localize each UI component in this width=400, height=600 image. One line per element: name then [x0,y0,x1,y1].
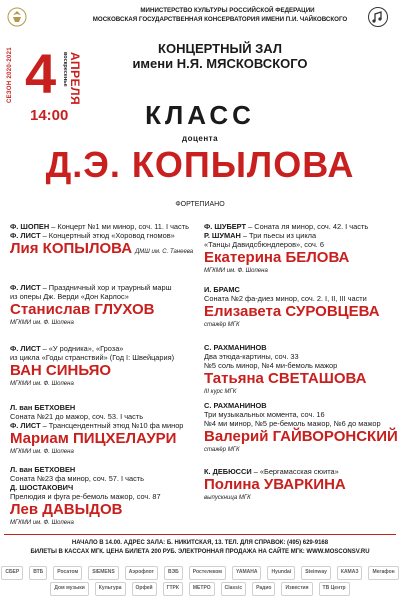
work-title: из оперы Дж. Верди «Дон Карлос» [10,292,129,301]
repertoire-line [10,465,200,474]
repertoire-line [204,401,394,410]
repertoire-line [204,231,394,240]
composer-name: Ф. ЛИСТ [10,344,41,353]
composer-name: И. БРАМС [204,285,240,294]
performer-name: ВАН СИНЬЯО [10,362,112,379]
conservatory-title: МОСКОВСКАЯ ГОСУДАРСТВЕННАЯ КОНСЕРВАТОРИЯ ИМЕНИ П.И. ЧАЙКОВСКОГО [92,16,348,23]
footer-info: НАЧАЛО В 14.00. АДРЕС ЗАЛА: Б. НИКИТСКАЯ, 13. ТЕЛ. ДЛЯ СПРАВОК: (495) 629-9168 БИЛЕТЫ В КАССАХ МГК. ЦЕНА БИЛЕТА 200 РУБ. ЭЛЕКТРОННАЯ ПРОДАЖА НА САЙТЕ МГК: WWW.MOSCONSV.RU [30,540,370,555]
sponsor-logos [0,566,400,596]
program-item [10,344,200,388]
work-title: – Соната ля минор, соч. 42. I часть [246,222,369,231]
work-title: – «У родника», «Гроза» [40,344,124,353]
repertoire-line [204,285,394,294]
repertoire-line [10,412,200,421]
composer-name: Р. ШУМАН [204,231,241,240]
program-item [10,222,200,261]
composer-name: Ф. ЛИСТ [10,283,41,292]
sponsor-logo: SIEMENS [88,566,119,580]
repertoire-line [204,343,394,352]
work-title: – Трансцендентный этюд №10 фа минор [40,421,184,430]
sponsor-logo: Steinway [301,566,331,580]
repertoire-line [204,419,394,428]
performer-affiliation: стажёр МГК [204,447,240,453]
composer-name: Ф. ЛИСТ [10,421,41,430]
sponsor-logo: МЕТРО [189,582,215,596]
repertoire-line [204,222,394,231]
performer-name: Полина УВАРКИНА [204,476,346,493]
work-title: – Концертный этюд «Хоровод гномов» [40,231,175,240]
program-item [204,222,394,275]
work-title: Три музыкальных момента, соч. 16 [204,410,325,419]
performer-affiliation: ДМШ им. С. Танеева [135,249,194,255]
composer-name: Д. ШОСТАКОВИЧ [10,483,74,492]
performer-name: Мариам ПИЦХЕЛАУРИ [10,430,177,447]
performer-affiliation: МГКМИ им. Ф. Шопена [10,381,74,387]
repertoire-line [204,352,394,361]
composer-name: Ф. ЛИСТ [10,231,41,240]
repertoire-line [204,294,394,303]
sponsor-logo: Известия [281,582,312,596]
sponsor-logo: Орфей [132,582,157,596]
work-title: – Три пьесы из цикла [240,231,317,240]
composer-name: С. РАХМАНИНОВ [204,401,267,410]
repertoire-line [10,292,200,301]
repertoire-line [10,344,200,353]
work-title: – «Бергамасская сюита» [251,467,339,476]
repertoire-line [204,410,394,419]
work-title: №4 ми минор, №5 ре-бемоль мажор, №6 до мажор [204,419,381,428]
concert-day: 4 [25,42,57,105]
composer-name: Л. ван БЕТХОВЕН [10,403,76,412]
work-title: – Праздничный хор и траурный марш [40,283,172,292]
sponsor-logo: YAMAHA [232,566,261,580]
repertoire-line [204,240,394,249]
sponsor-logo: Дом музыки [50,582,88,596]
class-heading: КЛАСС [145,100,255,130]
performer-name: Елизавета СУРОВЦЕВА [204,303,380,320]
sponsor-logo: Радио [252,582,275,596]
sponsor-logo: ГТРК [163,582,183,596]
footer-divider [4,534,396,535]
performer-name: Станислав ГЛУХОВ [10,301,155,318]
program-item [10,283,200,327]
docent-label: доцента [181,134,219,143]
sponsor-logo: Культура [95,582,126,596]
composer-name: Ф. ШУБЕРТ [204,222,247,231]
program-item [204,343,394,396]
repertoire-line [10,483,200,492]
sponsor-logo: ТВ Центр [319,582,350,596]
performer-name: Татьяна СВЕТАШОВА [204,370,367,387]
composer-name: Ф. ШОПЕН [10,222,50,231]
work-title: – Концерт №1 ми минор, соч. 11. I часть [49,222,189,231]
performer-affiliation: стажёр МГК [204,322,240,328]
performer-affiliation: МГКМИ им. Ф. Шопена [10,449,74,455]
repertoire-line [10,403,200,412]
performer-affiliation: МГКМИ им. Ф. Шопена [204,268,268,274]
composer-name: С. РАХМАНИНОВ [204,343,267,352]
sponsor-logo: Росатом [53,566,82,580]
repertoire-line [10,492,200,501]
program-item [10,403,200,456]
work-title: Соната №21 до мажор, соч. 53. I часть [10,412,144,421]
composer-name: Л. ван БЕТХОВЕН [10,465,76,474]
sponsor-logo: Classic [221,582,247,596]
sponsor-logo: Аэрофлот [125,566,158,580]
work-title: Соната №23 фа минор, соч. 57. I часть [10,474,145,483]
repertoire-line [10,353,200,362]
sponsor-logo: КАМАЗ [337,566,363,580]
composer-name: К. ДЕБЮССИ [204,467,252,476]
work-title: №5 соль минор, №4 ми-бемоль мажор [204,361,338,370]
performer-name: Валерий ГАЙВОРОНСКИЙ [204,428,398,445]
program-item [10,465,200,527]
work-title: Прелюдия и фуга ре-бемоль мажор, соч. 87 [10,492,161,501]
performer-affiliation: выпускница МГК [204,495,251,501]
repertoire-line [204,361,394,370]
repertoire-line [10,421,200,430]
performer-name: Лия КОПЫЛОВА ДМШ им. С. Танеева [10,240,194,257]
sponsor-logo: СБЕР [1,566,23,580]
ministry-title: МИНИСТЕРСТВО КУЛЬТУРЫ РОССИЙСКОЙ ФЕДЕРАЦИИ [140,7,315,14]
performer-name: Лев ДАВЫДОВ [10,501,123,518]
work-title: Два этюда-картины, соч. 33 [204,352,299,361]
performer-affiliation: МГКМИ им. Ф. Шопена [10,320,74,326]
instrument-label: ФОРТЕПИАНО [175,201,225,208]
performer-name: Екатерина БЕЛОВА [204,249,350,266]
teacher-name: Д.Э. КОПЫЛОВА [45,144,355,185]
repertoire-line [10,222,200,231]
sponsor-logo: ВТБ [29,566,47,580]
program-item [204,401,398,454]
program-item [204,285,394,329]
program-item [204,467,394,502]
performer-affiliation: III курс МГК [204,389,237,395]
repertoire-line [10,283,200,292]
sponsor-logo: Hyundai [267,566,295,580]
work-title: Соната №2 фа-диез минор, соч. 2. I, II, III части [204,294,367,303]
hall-name: КОНЦЕРТНЫЙ ЗАЛ имени Н.Я. МЯСКОВСКОГО [132,41,308,71]
sponsor-logo: Ростелеком [189,566,226,580]
concert-time: 14:00 [30,107,69,124]
work-title: «Танцы Давидсбюндлеров», соч. 6 [204,240,325,249]
sponsor-logo: ВЭБ [164,566,183,580]
season-label: СЕЗОН 2020-2021 [7,47,13,103]
concert-month: АПРЕЛЯ воскресенье [62,52,82,106]
performer-affiliation: МГКМИ им. Ф. Шопена [10,520,74,526]
repertoire-line [204,467,394,476]
repertoire-line [10,474,200,483]
sponsor-logo: Мегафон [368,566,398,580]
repertoire-line [10,231,200,240]
work-title: из цикла «Годы странствий» (Год I: Швейцария) [10,353,175,362]
